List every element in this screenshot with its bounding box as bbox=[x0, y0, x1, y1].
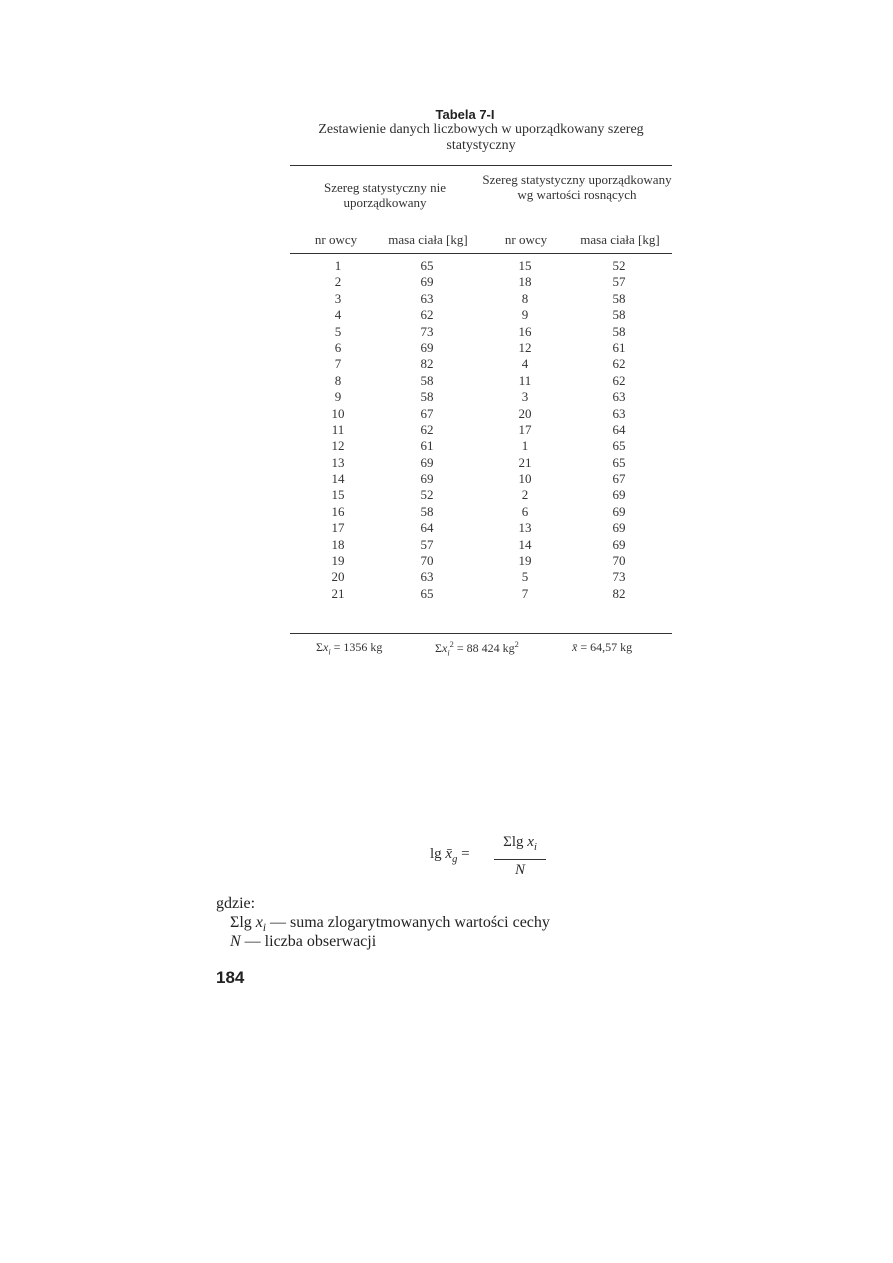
table-row bbox=[290, 406, 672, 422]
cell-sheep-number-unordered: 18 bbox=[331, 536, 345, 552]
cell-body-mass-ordered: 67 bbox=[612, 471, 626, 487]
cell-sheep-number-ordered: 20 bbox=[518, 405, 532, 421]
cell-sheep-number-unordered: 14 bbox=[331, 471, 345, 487]
col-header-sheep-number-2: nr owcy bbox=[504, 232, 548, 247]
cell-body-mass-ordered: 58 bbox=[612, 307, 626, 323]
cell-body-mass-ordered: 82 bbox=[612, 585, 626, 601]
cell-body-mass-unordered: 82 bbox=[420, 356, 434, 372]
table-row bbox=[290, 471, 672, 487]
formula-fraction bbox=[494, 832, 546, 879]
cell-sheep-number-unordered: 7 bbox=[334, 356, 342, 372]
cell-body-mass-unordered: 61 bbox=[420, 438, 434, 454]
cell-body-mass-ordered: 57 bbox=[612, 274, 626, 290]
cell-sheep-number-ordered: 6 bbox=[521, 503, 529, 519]
cell-sheep-number-ordered: 10 bbox=[518, 471, 532, 487]
table-row bbox=[290, 438, 672, 454]
cell-body-mass-unordered: 69 bbox=[420, 339, 434, 355]
cell-sheep-number-unordered: 21 bbox=[331, 585, 345, 601]
cell-body-mass-ordered: 65 bbox=[612, 454, 626, 470]
cell-sheep-number-ordered: 9 bbox=[521, 307, 529, 323]
formula-lhs: $\lg x̄_g$ = bbox=[430, 846, 470, 865]
cell-sheep-number-ordered: 7 bbox=[521, 585, 529, 601]
table-row bbox=[290, 373, 672, 389]
cell-body-mass-unordered: 62 bbox=[420, 421, 434, 437]
cell-body-mass-unordered: 58 bbox=[420, 372, 434, 388]
table-body bbox=[290, 258, 672, 602]
table-row bbox=[290, 487, 672, 503]
cell-sheep-number-unordered: 9 bbox=[334, 389, 342, 405]
table-row bbox=[290, 274, 672, 290]
cell-sheep-number-unordered: 15 bbox=[331, 487, 345, 503]
col-header-sheep-number-1: nr owcy bbox=[314, 232, 358, 247]
cell-sheep-number-unordered: 2 bbox=[334, 274, 342, 290]
cell-body-mass-unordered: 58 bbox=[420, 389, 434, 405]
cell-body-mass-ordered: 65 bbox=[612, 438, 626, 454]
cell-body-mass-unordered: 65 bbox=[420, 258, 434, 273]
cell-sheep-number-ordered: 3 bbox=[521, 389, 529, 405]
table-row bbox=[290, 422, 672, 438]
cell-sheep-number-ordered: 12 bbox=[518, 339, 532, 355]
cell-body-mass-ordered: 62 bbox=[612, 356, 626, 372]
col-header-body-mass-2: masa ciała [kg] bbox=[580, 232, 660, 247]
header-ordered: Szereg statystyczny uporządkowany wg wartości rosnących bbox=[482, 172, 672, 202]
table-row bbox=[290, 586, 672, 602]
cell-body-mass-unordered: 62 bbox=[420, 307, 434, 323]
cell-body-mass-ordered: 58 bbox=[612, 290, 626, 306]
cell-sheep-number-ordered: 5 bbox=[521, 569, 529, 585]
table-row bbox=[290, 553, 672, 569]
cell-sheep-number-unordered: 13 bbox=[331, 454, 345, 470]
cell-sheep-number-ordered: 1 bbox=[521, 438, 529, 454]
cell-body-mass-unordered: 63 bbox=[420, 290, 434, 306]
table-top-rule bbox=[290, 165, 672, 166]
cell-body-mass-ordered: 64 bbox=[612, 421, 626, 437]
cell-sheep-number-unordered: 1 bbox=[334, 258, 342, 273]
formula-fraction-bar bbox=[494, 859, 546, 860]
cell-body-mass-ordered: 58 bbox=[612, 323, 626, 339]
cell-sheep-number-unordered: 5 bbox=[334, 323, 342, 339]
header-unordered: Szereg statystyczny nie uporządkowany bbox=[323, 180, 446, 210]
cell-body-mass-unordered: 63 bbox=[420, 569, 434, 585]
table-row bbox=[290, 258, 672, 274]
table-row bbox=[290, 455, 672, 471]
cell-sheep-number-ordered: 18 bbox=[518, 274, 532, 290]
cell-body-mass-ordered: 69 bbox=[612, 503, 626, 519]
summary-sum-x: $\Sigma x_i = 1356$ kg bbox=[316, 640, 383, 657]
cell-body-mass-ordered: 63 bbox=[612, 405, 626, 421]
cell-sheep-number-ordered: 14 bbox=[518, 536, 532, 552]
table-row bbox=[290, 504, 672, 520]
definition-sum-lg: Σlg $x_i$ — suma zlogarytmowanych wartości cechy bbox=[230, 914, 550, 935]
cell-body-mass-ordered: 69 bbox=[612, 487, 626, 503]
cell-sheep-number-ordered: 17 bbox=[518, 421, 532, 437]
table-row bbox=[290, 537, 672, 553]
cell-sheep-number-unordered: 10 bbox=[331, 405, 345, 421]
table-header-rule bbox=[290, 253, 672, 254]
cell-body-mass-unordered: 65 bbox=[420, 585, 434, 601]
cell-body-mass-ordered: 73 bbox=[612, 569, 626, 585]
cell-body-mass-ordered: 69 bbox=[612, 520, 626, 536]
cell-body-mass-unordered: 69 bbox=[420, 471, 434, 487]
cell-sheep-number-unordered: 6 bbox=[334, 339, 342, 355]
cell-body-mass-unordered: 58 bbox=[420, 503, 434, 519]
cell-sheep-number-ordered: 13 bbox=[518, 520, 532, 536]
cell-sheep-number-ordered: 2 bbox=[521, 487, 529, 503]
cell-body-mass-ordered: 69 bbox=[612, 536, 626, 552]
table-row bbox=[290, 291, 672, 307]
cell-sheep-number-ordered: 15 bbox=[518, 258, 532, 273]
cell-sheep-number-unordered: 11 bbox=[331, 421, 345, 437]
table-title: Tabela 7-I bbox=[435, 107, 495, 122]
cell-body-mass-unordered: 69 bbox=[420, 454, 434, 470]
cell-sheep-number-unordered: 17 bbox=[331, 520, 345, 536]
summary-mean: x̄ = 64,57 kg bbox=[572, 640, 633, 654]
cell-sheep-number-ordered: 4 bbox=[521, 356, 529, 372]
cell-sheep-number-ordered: 19 bbox=[518, 553, 532, 569]
table-row bbox=[290, 307, 672, 323]
col-header-body-mass-1: masa ciała [kg] bbox=[388, 232, 468, 247]
cell-body-mass-ordered: 63 bbox=[612, 389, 626, 405]
cell-sheep-number-ordered: 11 bbox=[518, 372, 532, 388]
cell-body-mass-ordered: 52 bbox=[612, 258, 626, 273]
table-row bbox=[290, 389, 672, 405]
table-row bbox=[290, 569, 672, 585]
formula-numerator: Σlg $x_i$ bbox=[503, 834, 537, 853]
cell-sheep-number-unordered: 3 bbox=[334, 290, 342, 306]
table-row bbox=[290, 520, 672, 536]
formula-denominator: N bbox=[514, 862, 525, 878]
cell-sheep-number-unordered: 4 bbox=[334, 307, 342, 323]
cell-body-mass-ordered: 61 bbox=[612, 339, 626, 355]
cell-sheep-number-ordered: 21 bbox=[518, 454, 532, 470]
cell-body-mass-unordered: 52 bbox=[420, 487, 434, 503]
cell-sheep-number-unordered: 8 bbox=[334, 372, 342, 388]
definition-n: N — liczba obserwacji bbox=[230, 933, 377, 950]
table-row bbox=[290, 340, 672, 356]
page-number: 184 bbox=[216, 968, 245, 987]
cell-body-mass-ordered: 62 bbox=[612, 372, 626, 388]
cell-body-mass-unordered: 67 bbox=[420, 405, 434, 421]
cell-body-mass-unordered: 73 bbox=[420, 323, 434, 339]
cell-sheep-number-unordered: 12 bbox=[331, 438, 345, 454]
cell-body-mass-unordered: 64 bbox=[420, 520, 434, 536]
cell-body-mass-unordered: 69 bbox=[420, 274, 434, 290]
summary-sum-x-squared: $\Sigma x_i^2 = 88$ 424 $kg^2$ bbox=[435, 640, 519, 658]
cell-body-mass-unordered: 57 bbox=[420, 536, 434, 552]
cell-body-mass-ordered: 70 bbox=[612, 553, 626, 569]
cell-body-mass-unordered: 70 bbox=[420, 553, 434, 569]
table-row bbox=[290, 324, 672, 340]
table-row bbox=[290, 356, 672, 372]
cell-sheep-number-unordered: 16 bbox=[331, 503, 345, 519]
cell-sheep-number-unordered: 19 bbox=[331, 553, 345, 569]
table-bottom-rule bbox=[290, 633, 672, 634]
cell-sheep-number-ordered: 8 bbox=[521, 290, 529, 306]
cell-sheep-number-unordered: 20 bbox=[331, 569, 345, 585]
definitions-intro: gdzie: bbox=[216, 895, 256, 912]
table-caption: Zestawienie danych liczbowych w uporządkowany szereg statystyczny bbox=[318, 122, 644, 153]
cell-sheep-number-ordered: 16 bbox=[518, 323, 532, 339]
